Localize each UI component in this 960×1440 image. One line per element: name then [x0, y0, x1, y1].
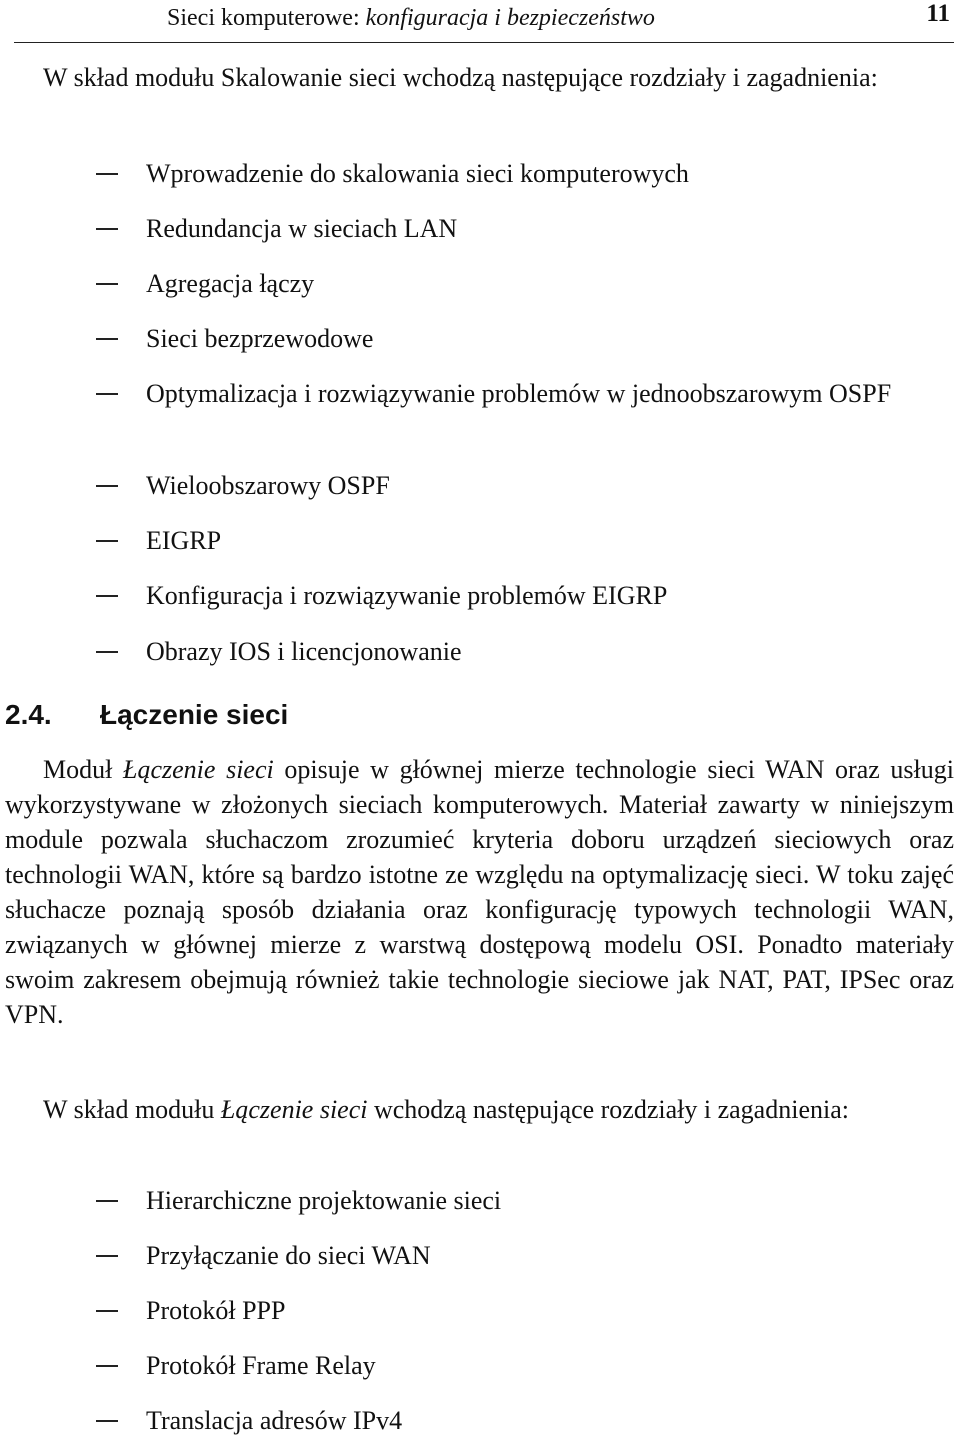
- dash-bullet-icon: [96, 485, 118, 487]
- list-item-text: Wieloobszarowy OSPF: [146, 471, 390, 500]
- list-item-text: Przyłączanie do sieci WAN: [146, 1241, 431, 1270]
- dash-bullet-icon: [96, 228, 118, 230]
- list-item-text: Optymalizacja i rozwiązywanie problemów w jednoobszarowym OSPF: [146, 379, 892, 408]
- header-title: [167, 0, 655, 36]
- list-item-text: Hierarchiczne projektowanie sieci: [146, 1186, 502, 1215]
- module-name-italic: Łączenie sieci: [123, 755, 274, 784]
- page-number: 11: [926, 0, 950, 27]
- list-item-text: EIGRP: [146, 526, 222, 555]
- section-heading: [5, 695, 288, 735]
- list-item-text: Wprowadzenie do skalowania sieci komputerowych: [146, 159, 689, 188]
- intro-text-1: W skład modułu Skalowanie sieci wchodzą następujące rozdziały i zagadnienia:: [43, 63, 878, 92]
- list-item-text: Protokół PPP: [146, 1296, 286, 1325]
- body-text-start: Moduł: [43, 755, 123, 784]
- list-item-text: Translacja adresów IPv4: [146, 1406, 403, 1435]
- intro-paragraph-1: [5, 60, 954, 95]
- list-item-text: Agregacja łączy: [146, 269, 315, 298]
- dash-bullet-icon: [96, 595, 118, 597]
- dash-bullet-icon: [96, 393, 118, 395]
- dash-bullet-icon: [96, 1420, 118, 1422]
- dash-bullet-icon: [96, 283, 118, 285]
- dash-bullet-icon: [96, 651, 118, 653]
- list-item-text: Konfiguracja i rozwiązywanie problemów EIGRP: [146, 581, 668, 610]
- dash-bullet-icon: [96, 540, 118, 542]
- running-header: [14, 0, 954, 43]
- header-title-plain: Sieci komputerowe:: [167, 5, 366, 31]
- intro-paragraph-2: [5, 1092, 954, 1127]
- intro-text-2-rest: wchodzą następujące rozdziały i zagadnienia:: [367, 1095, 849, 1124]
- body-paragraph: [5, 752, 954, 1032]
- dash-bullet-icon: [96, 338, 118, 340]
- section-title: Łączenie sieci: [100, 699, 289, 730]
- module-name-italic: Łączenie sieci: [220, 1095, 368, 1124]
- dash-bullet-icon: [96, 1310, 118, 1312]
- dash-bullet-icon: [96, 1365, 118, 1367]
- dash-bullet-icon: [96, 1255, 118, 1257]
- list-item-text: Sieci bezprzewodowe: [146, 324, 374, 353]
- list-item-text: Obrazy IOS i licencjonowanie: [146, 637, 462, 666]
- section-number: 2.4.: [5, 699, 52, 730]
- header-title-italic: konfiguracja i bezpieczeństwo: [365, 5, 655, 31]
- list-item-text: Protokół Frame Relay: [146, 1351, 376, 1380]
- dash-bullet-icon: [96, 173, 118, 175]
- dash-bullet-icon: [96, 1200, 118, 1202]
- intro-text-2-start: W skład modułu: [43, 1095, 221, 1124]
- body-text-rest: opisuje w głównej mierze technologie sieci WAN oraz usługi wykorzystywane w złożonych sieciach komputerowych. Materiał zawarty w niniejszym module pozwala słuchaczom zrozumieć kryteria doboru urządzeń sieciowych oraz technologii WAN, które są bardzo istotne ze względu na optymalizację sieci. W toku zajęć słuchacze poznają sposób działania oraz konfigurację typowych technologii WAN, związanych w głównej mierze z warstwą dostępową modelu OSI. Ponadto materiały swoim zakresem obejmują również takie technologie sieciowe jak NAT, PAT, IPSec oraz VPN.: [5, 755, 954, 1029]
- list-item-text: Redundancja w sieciach LAN: [146, 214, 458, 243]
